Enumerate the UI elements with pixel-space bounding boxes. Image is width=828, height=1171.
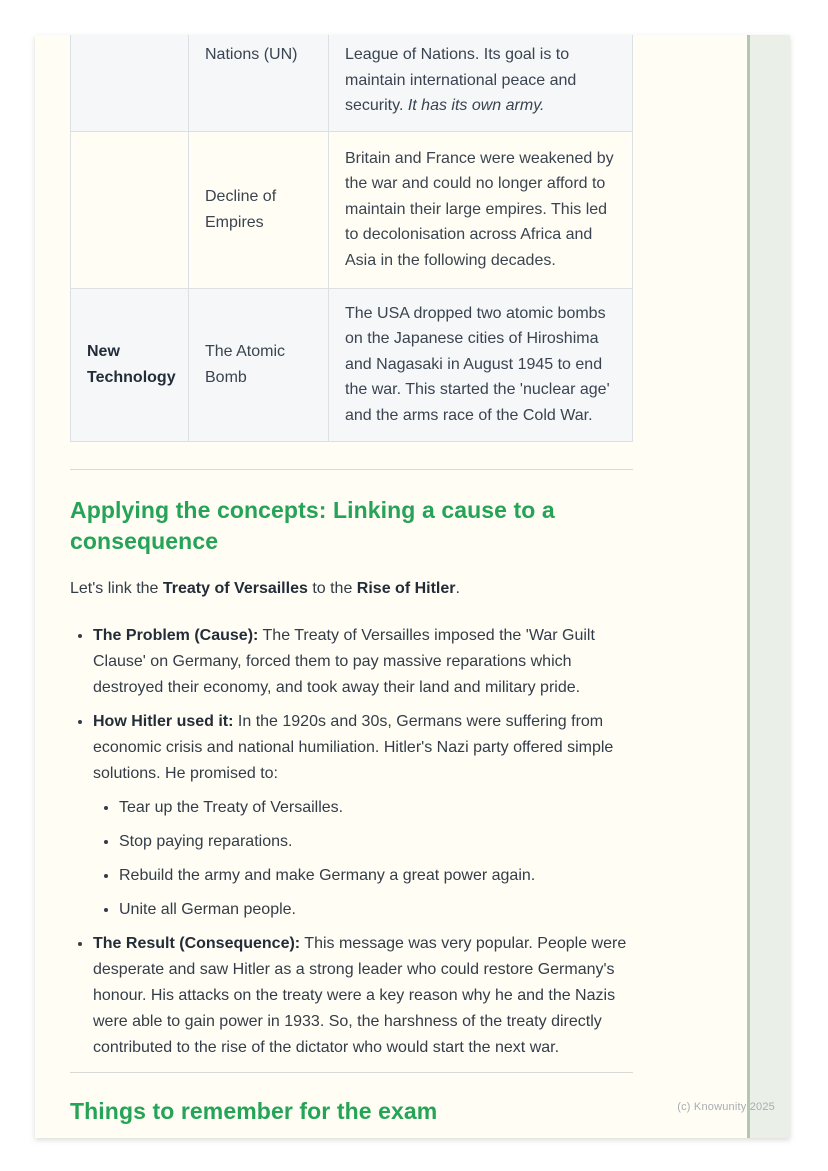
list-item <box>93 931 633 1061</box>
list-item-text: How Hitler used it: In the 1920s and 30s, Germans were suffering from economic crisis and national humiliation. Hitler's Nazi party offered simple solutions. He promised to: <box>93 712 614 782</box>
table-cell-category: New Technology <box>71 288 189 441</box>
table-cell-description: Britain and France were weakened by the war and could no longer afford to maintain their large empires. This led to decolonisation across Africa and Asia in the following decades. <box>329 131 633 288</box>
table-cell-category <box>71 131 189 288</box>
list-item: • Rebuild the army and make Germany a great power again. <box>119 863 633 889</box>
table-cell-event: Decline of Empires <box>189 131 329 288</box>
section-divider <box>70 1072 633 1073</box>
page-content <box>70 35 633 1127</box>
list-item: • Stop paying reparations. <box>119 829 633 855</box>
table-row <box>71 288 633 441</box>
table-cell-description: League of Nations. Its goal is to maintain international peace and security. It has its own army. <box>329 35 633 131</box>
list-item: • Unite all German people. <box>119 897 633 923</box>
page-side-strip <box>747 35 790 1138</box>
list-item-text: The Problem (Cause): The Treaty of Versailles imposed the 'War Guilt Clause' on Germany, forced them to pay massive reparations which destroyed their economy, and took away their land and military pride. <box>93 626 595 696</box>
list-item: • Tear up the Treaty of Versailles. <box>119 795 633 821</box>
section-divider <box>70 469 633 470</box>
list-item <box>93 709 633 923</box>
list-item <box>93 623 633 701</box>
table-cell-description: The USA dropped two atomic bombs on the Japanese cities of Hiroshima and Nagasaki in August 1945 to end the war. This started the 'nuclear age' and the arms race of the Cold War. <box>329 288 633 441</box>
copyright-watermark: (c) Knowunity 2025 <box>677 1101 775 1113</box>
list-item-text: The Result (Consequence): This message was very popular. People were desperate and saw Hitler as a strong leader who could restore Germany's honour. His attacks on the treaty were a key reason why he and the Nazis were able to gain power in 1933. So, the harshness of the treaty directly contributed to the rise of the dictator who would start the next war. <box>93 934 627 1056</box>
cause-consequence-list <box>70 623 633 1061</box>
section-heading-applying-concepts: Applying the concepts: Linking a cause to a consequence <box>70 496 555 554</box>
hitler-promises-list <box>93 795 633 923</box>
table-cell-category <box>71 35 189 131</box>
notes-page <box>35 35 790 1138</box>
table-cell-event: The Atomic Bomb <box>189 288 329 441</box>
table-cell-event: Nations (UN) <box>189 35 329 131</box>
ww2-consequences-table <box>70 35 633 442</box>
table-row <box>71 131 633 288</box>
table-row <box>71 35 633 131</box>
intro-paragraph: Let's link the Treaty of Versailles to the Rise of Hitler. <box>70 579 460 597</box>
section-heading-exam-reminders: Things to remember for the exam <box>70 1097 438 1124</box>
